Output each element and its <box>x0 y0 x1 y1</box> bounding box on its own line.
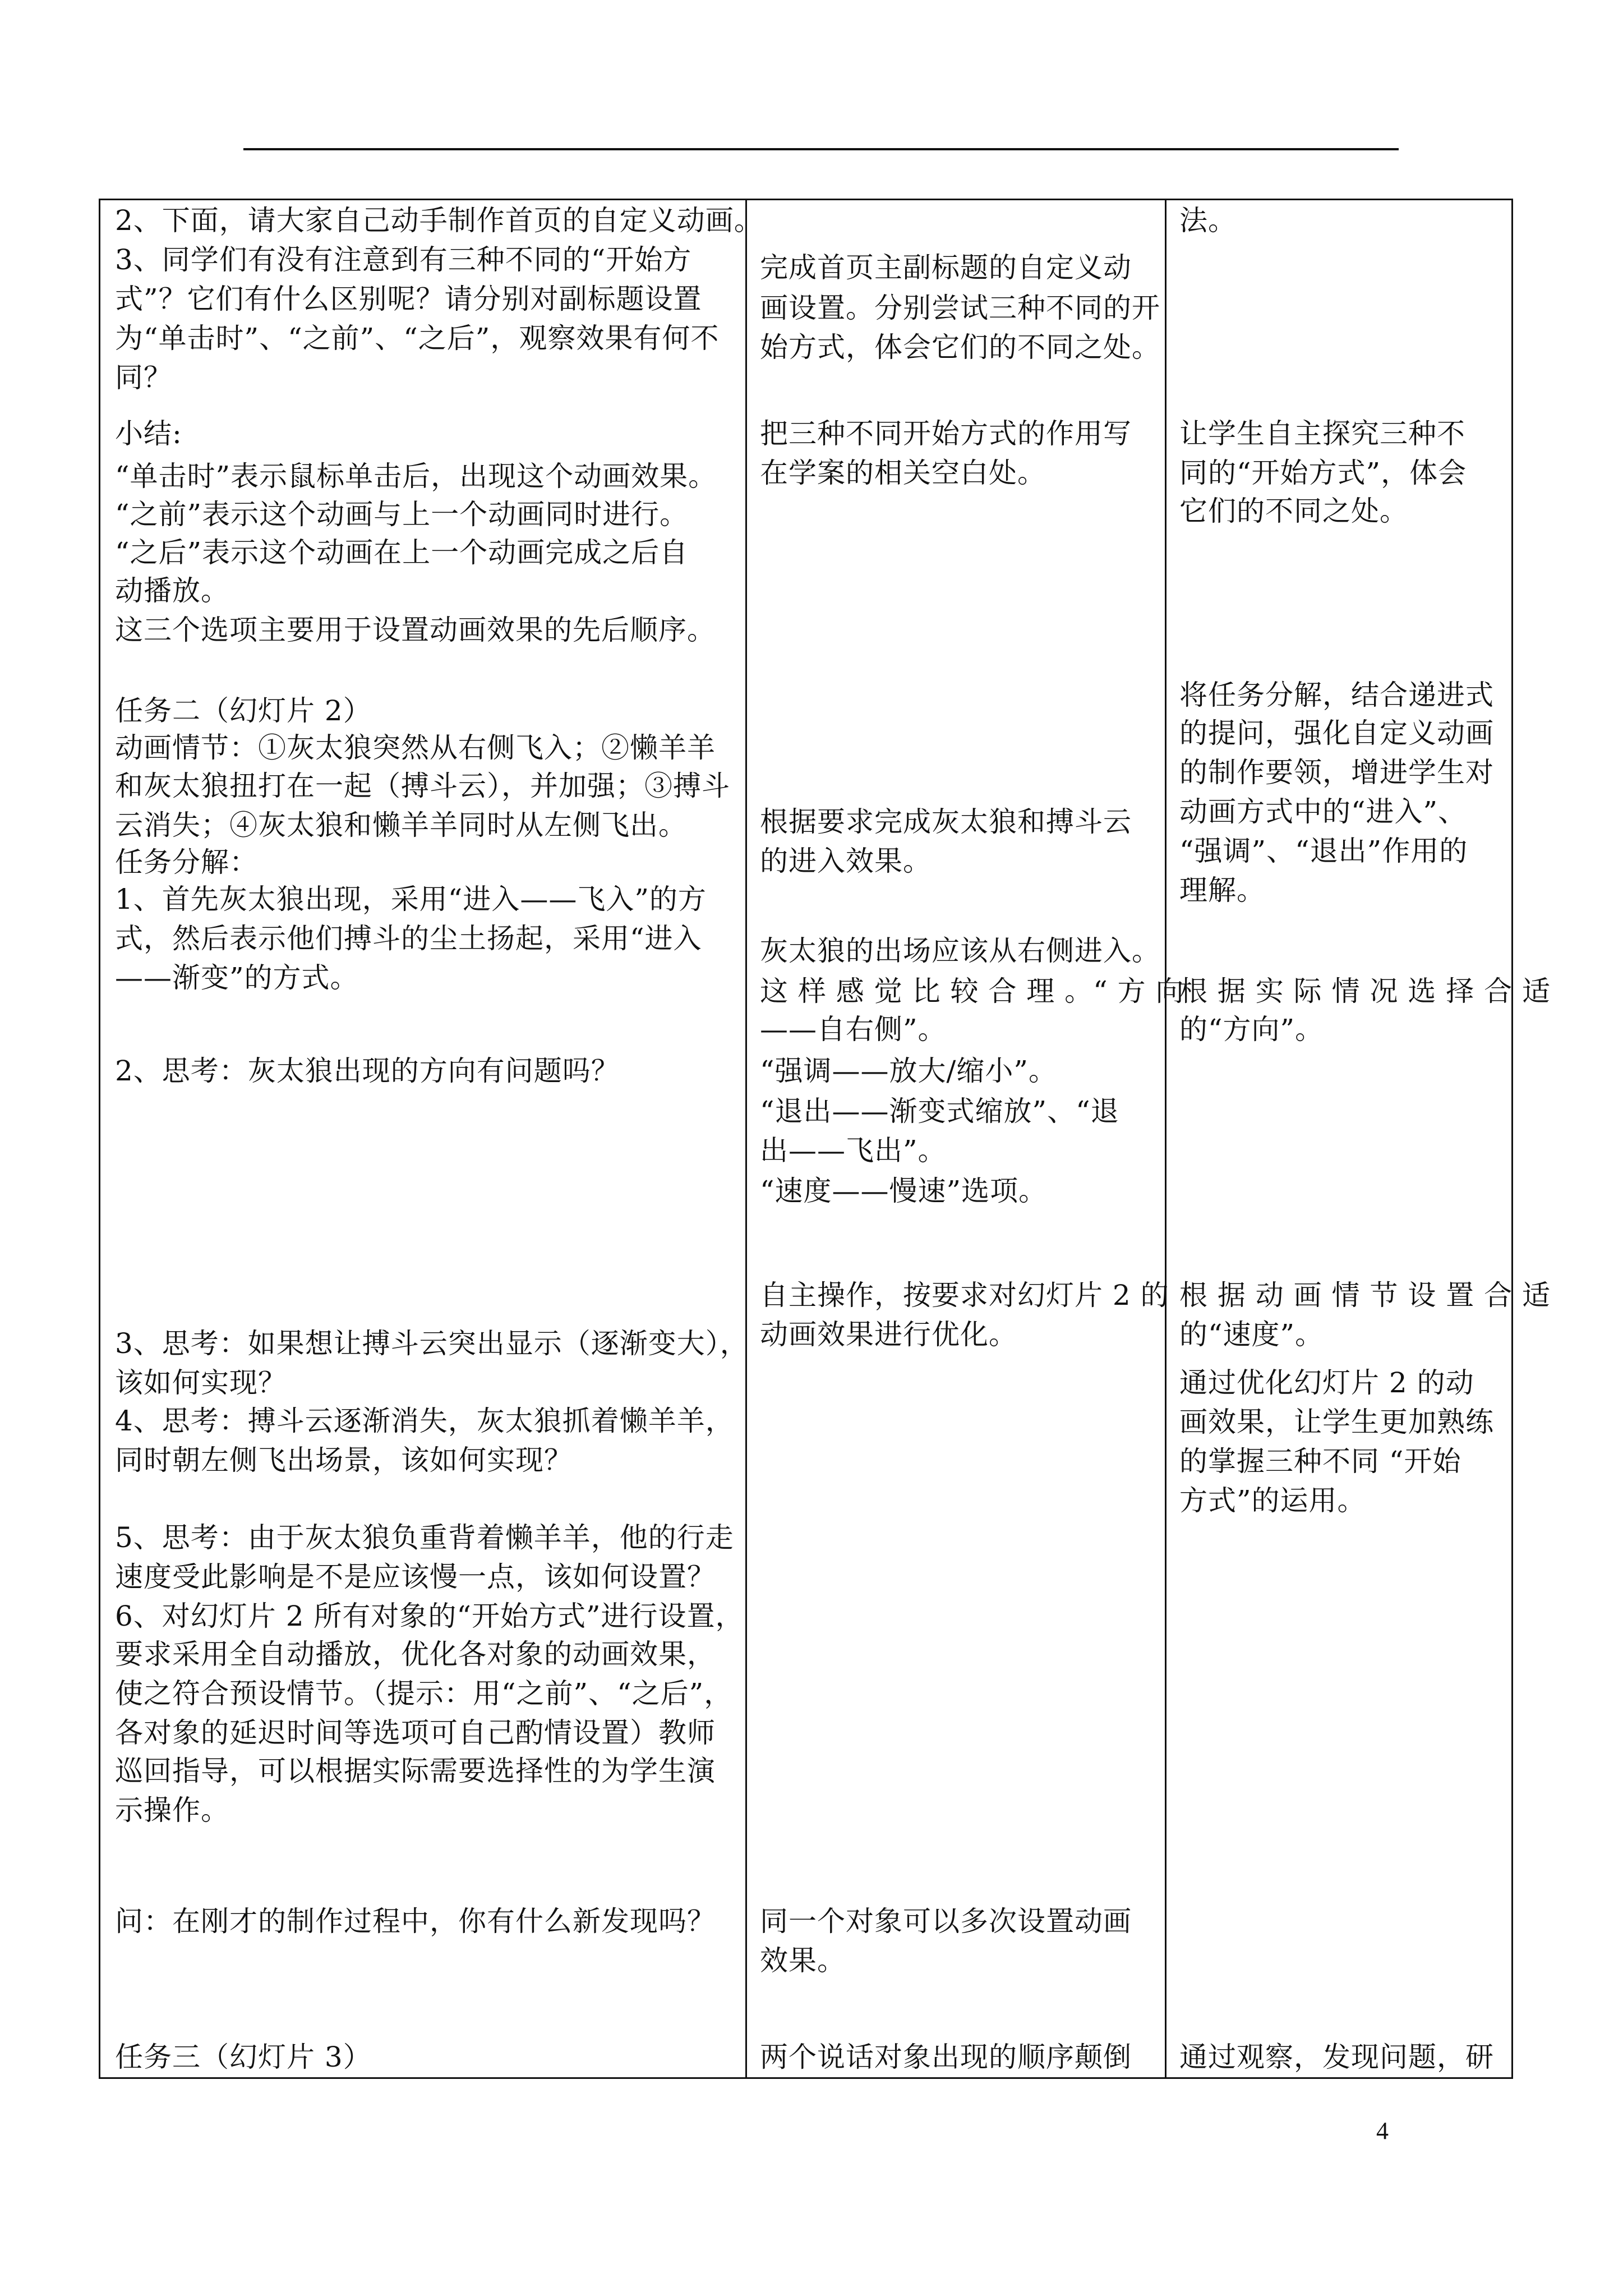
text-line: 灰太狼的出场应该从右侧进入。 <box>760 935 1160 967</box>
text-line: 的掌握三种不同 “开始 <box>1179 1445 1461 1478</box>
text-line: “单击时”表示鼠标单击后，出现这个动画效果。 <box>115 460 717 493</box>
text-line: 云消失；④灰太狼和懒羊羊同时从左侧飞出。 <box>115 809 687 841</box>
text-line: 动画方式中的“进入”、 <box>1179 795 1467 828</box>
text-line: 的制作要领，增进学生对 <box>1179 756 1494 789</box>
text-line: 示操作。 <box>115 1794 229 1826</box>
text-line: 5、思考：由于灰太狼负重背着懒羊羊，他的行走 <box>115 1521 734 1554</box>
text-line: 画效果，让学生更加熟练 <box>1179 1406 1494 1438</box>
text-line: 1、首先灰太狼出现，采用“进入——飞入”的方 <box>115 883 707 915</box>
text-line: ——渐变”的方式。 <box>115 961 359 994</box>
text-line: 的提问，强化自定义动画 <box>1179 717 1494 749</box>
text-line: 问：在刚才的制作过程中，你有什么新发现吗？ <box>115 1905 716 1938</box>
text-line: 同？ <box>115 361 172 394</box>
column-divider <box>1165 200 1166 2077</box>
text-line: 这三个选项主要用于设置动画效果的先后顺序。 <box>115 614 716 646</box>
text-line: 任务三（幻灯片 3） <box>115 2041 372 2073</box>
text-line: 它们的不同之处。 <box>1179 495 1408 527</box>
text-line: 同一个对象可以多次设置动画 <box>760 1905 1132 1938</box>
text-line: 任务二（幻灯片 2） <box>115 694 372 727</box>
text-line: 的“方向”。 <box>1179 1013 1324 1046</box>
text-line: 通过优化幻灯片 2 的动 <box>1179 1366 1474 1399</box>
text-line: 根 据 实 际 情 况 选 择 合 适 <box>1179 975 1551 1007</box>
text-line: 效果。 <box>760 1944 846 1977</box>
text-line: 出——飞出”。 <box>760 1134 947 1167</box>
text-line: 动画效果进行优化。 <box>760 1318 1017 1351</box>
text-line: 式”？它们有什么区别呢？请分别对副标题设置 <box>115 283 702 315</box>
text-line: 3、思考：如果想让搏斗云突出显示（逐渐变大）， <box>115 1327 749 1360</box>
text-line: 通过观察，发现问题，研 <box>1179 2041 1494 2073</box>
text-line: 完成首页主副标题的自定义动 <box>760 251 1132 284</box>
text-line: 方式”的运用。 <box>1179 1484 1366 1517</box>
text-line: 要求采用全自动播放，优化各对象的动画效果， <box>115 1638 716 1671</box>
text-line: 3、同学们有没有注意到有三种不同的“开始方 <box>115 243 692 276</box>
text-line: 任务分解： <box>115 846 258 878</box>
text-line: 让学生自主探究三种不 <box>1179 417 1465 450</box>
text-line: 6、对幻灯片 2 所有对象的“开始方式”进行设置， <box>115 1600 744 1632</box>
text-line: 这 样 感 觉 比 较 合 理 。“ 方 向 <box>760 975 1184 1007</box>
text-line: 使之符合预设情节。（提示：用“之前”、“之后”， <box>115 1677 733 1710</box>
text-line: ——自右侧”。 <box>760 1013 947 1046</box>
text-line: 画设置。分别尝试三种不同的开 <box>760 292 1160 324</box>
text-line: 各对象的延迟时间等选项可自己酌情设置）教师 <box>115 1717 716 1749</box>
text-line: 法。 <box>1179 204 1237 237</box>
text-line: 根 据 动 画 情 节 设 置 合 适 <box>1179 1279 1551 1312</box>
text-line: 理解。 <box>1179 874 1265 907</box>
header-rule <box>243 148 1399 150</box>
text-line: 巡回指导，可以根据实际需要选择性的为学生演 <box>115 1755 716 1787</box>
text-line: 4、思考：搏斗云逐渐消失，灰太狼抓着懒羊羊， <box>115 1405 734 1437</box>
text-line: 该如何实现？ <box>115 1366 287 1399</box>
text-line: 为“单击时”、“之前”、“之后”，观察效果有何不 <box>115 322 720 355</box>
text-line: 动画情节：①灰太狼突然从右侧飞入；②懒羊羊 <box>115 731 716 764</box>
text-line: 同的“开始方式”，体会 <box>1179 457 1467 489</box>
text-line: “之后”表示这个动画在上一个动画完成之后自 <box>115 536 689 569</box>
text-line: 将任务分解，结合递进式 <box>1179 679 1494 711</box>
text-line: 自主操作，按要求对幻灯片 2 的 <box>760 1279 1169 1312</box>
text-line: “之前”表示这个动画与上一个动画同时进行。 <box>115 498 689 531</box>
page-number: 4 <box>1376 2117 1389 2145</box>
text-line: 2、思考：灰太狼出现的方向有问题吗？ <box>115 1055 620 1087</box>
text-line: “强调”、“退出”作用的 <box>1179 835 1468 867</box>
text-line: “强调——放大/缩小”。 <box>760 1055 1057 1087</box>
text-line: 式，然后表示他们搏斗的尘土扬起，采用“进入 <box>115 922 702 955</box>
text-line: 2、下面，请大家自己动手制作首页的自定义动画。 <box>115 204 763 237</box>
text-line: 始方式，体会它们的不同之处。 <box>760 331 1160 364</box>
text-line: 在学案的相关空白处。 <box>760 457 1046 489</box>
text-line: “退出——渐变式缩放”、“退 <box>760 1095 1119 1128</box>
text-line: 的进入效果。 <box>760 845 932 877</box>
text-line: 动播放。 <box>115 574 229 607</box>
lesson-plan-table <box>99 199 1551 2079</box>
text-line: 两个说话对象出现的顺序颠倒 <box>760 2041 1132 2073</box>
text-line: 和灰太狼扭打在一起（搏斗云），并加强；③搏斗 <box>115 770 730 802</box>
column-divider <box>745 200 747 2077</box>
text-line: 速度受此影响是不是应该慢一点，该如何设置？ <box>115 1561 716 1593</box>
text-line: 的“速度”。 <box>1179 1318 1324 1351</box>
text-line: 同时朝左侧飞出场景，该如何实现？ <box>115 1444 573 1476</box>
text-line: 小结: <box>115 417 182 450</box>
text-line: 把三种不同开始方式的作用写 <box>760 417 1132 450</box>
text-line: 根据要求完成灰太狼和搏斗云 <box>760 806 1132 838</box>
text-line: “速度——慢速”选项。 <box>760 1175 1048 1207</box>
